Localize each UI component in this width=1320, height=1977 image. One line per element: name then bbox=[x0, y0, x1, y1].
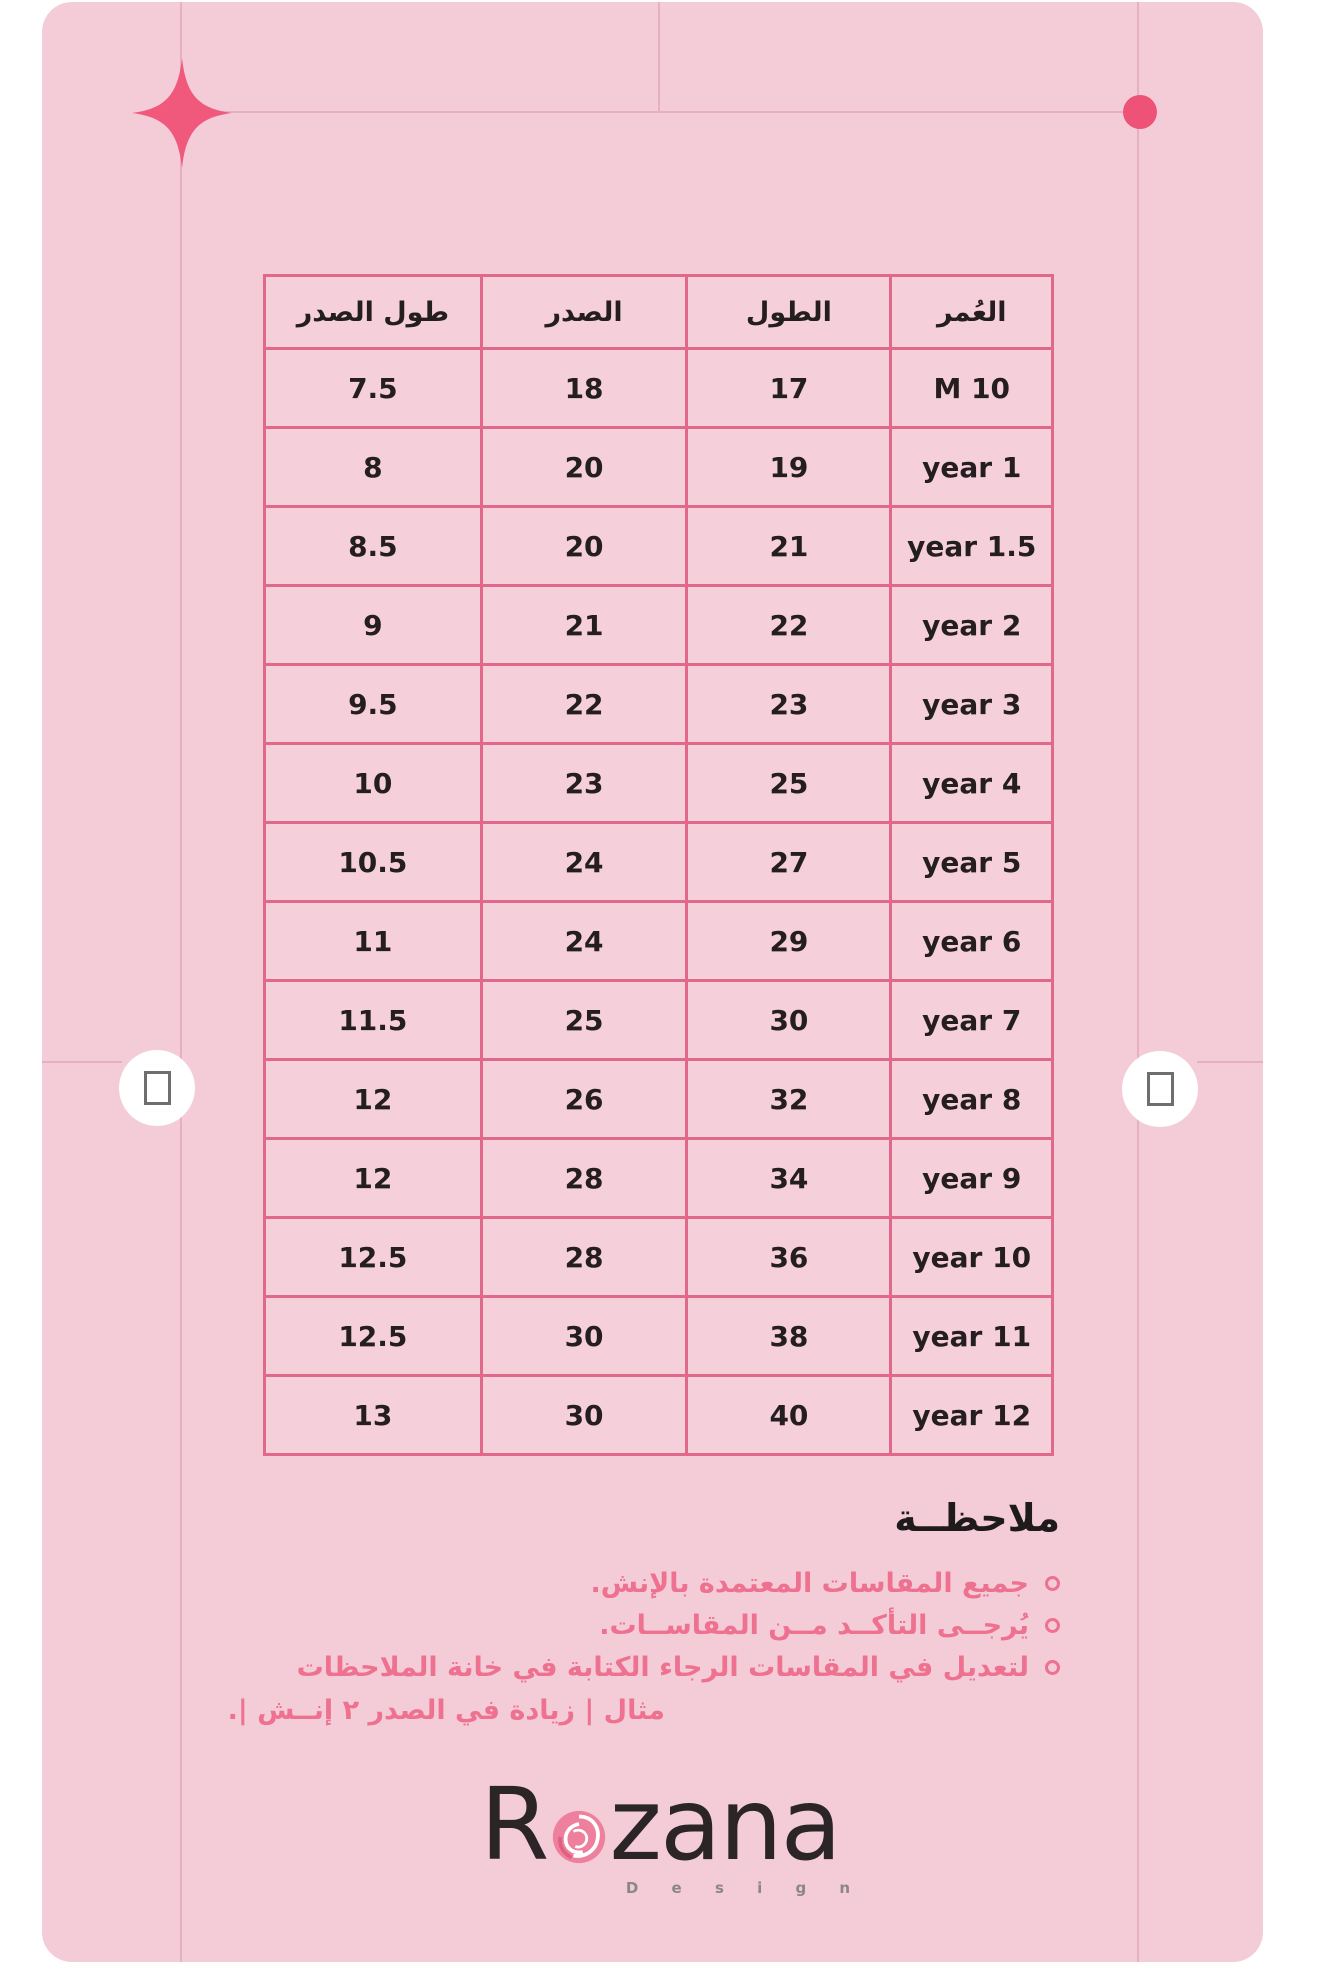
sparkle-icon bbox=[132, 58, 232, 168]
cell-age: 3 year bbox=[891, 665, 1053, 744]
table-row bbox=[265, 428, 1053, 507]
cell-chest: 25 bbox=[481, 981, 687, 1060]
cell-chest: 30 bbox=[481, 1376, 687, 1455]
cell-age: 10 year bbox=[891, 1218, 1053, 1297]
cell-chest_length: 12.5 bbox=[265, 1218, 482, 1297]
cell-age: 9 year bbox=[891, 1139, 1053, 1218]
cell-length: 40 bbox=[687, 1376, 891, 1455]
table-row bbox=[265, 744, 1053, 823]
size-table bbox=[263, 274, 1054, 1456]
cell-chest: 26 bbox=[481, 1060, 687, 1139]
cell-chest_length: 12.5 bbox=[265, 1297, 482, 1376]
cell-chest_length: 7.5 bbox=[265, 349, 482, 428]
cell-chest: 21 bbox=[481, 586, 687, 665]
cell-chest_length: 12 bbox=[265, 1139, 482, 1218]
cell-length: 17 bbox=[687, 349, 891, 428]
mid-right-line bbox=[1197, 1061, 1263, 1063]
cell-chest: 18 bbox=[481, 349, 687, 428]
cell-age: 12 year bbox=[891, 1376, 1053, 1455]
left-frame-line bbox=[180, 2, 182, 1962]
cell-length: 27 bbox=[687, 823, 891, 902]
cell-length: 36 bbox=[687, 1218, 891, 1297]
table-header-row bbox=[265, 276, 1053, 349]
cell-chest_length: 12 bbox=[265, 1060, 482, 1139]
cell-length: 38 bbox=[687, 1297, 891, 1376]
cell-age: 7 year bbox=[891, 981, 1053, 1060]
cell-chest: 24 bbox=[481, 902, 687, 981]
mid-left-line bbox=[42, 1061, 122, 1063]
note-text: لتعديل في المقاسات الرجاء الكتابة في خانة الملاحظات bbox=[296, 1651, 1029, 1683]
cell-age: 5 year bbox=[891, 823, 1053, 902]
cell-age: 10 M bbox=[891, 349, 1053, 428]
cell-chest_length: 8 bbox=[265, 428, 482, 507]
cell-chest_length: 11.5 bbox=[265, 981, 482, 1060]
table-row bbox=[265, 349, 1053, 428]
cell-length: 32 bbox=[687, 1060, 891, 1139]
cell-age: 1 year bbox=[891, 428, 1053, 507]
cell-age: 6 year bbox=[891, 902, 1053, 981]
cell-chest_length: 8.5 bbox=[265, 507, 482, 586]
corner-dot-icon bbox=[1123, 95, 1157, 129]
square-glyph-icon bbox=[1147, 1072, 1174, 1106]
cell-length: 25 bbox=[687, 744, 891, 823]
logo-wordmark bbox=[400, 1766, 920, 1883]
cell-chest: 23 bbox=[481, 744, 687, 823]
square-glyph-icon bbox=[144, 1071, 171, 1105]
cell-age: 1.5 year bbox=[891, 507, 1053, 586]
cell-length: 29 bbox=[687, 902, 891, 981]
cell-chest: 22 bbox=[481, 665, 687, 744]
cell-chest: 24 bbox=[481, 823, 687, 902]
header-chest-length: طول الصدر bbox=[265, 276, 482, 349]
cell-length: 30 bbox=[687, 981, 891, 1060]
cell-length: 34 bbox=[687, 1139, 891, 1218]
cell-chest: 28 bbox=[481, 1139, 687, 1218]
cell-chest_length: 9.5 bbox=[265, 665, 482, 744]
table-row bbox=[265, 507, 1053, 586]
notes-list bbox=[260, 1562, 1060, 1688]
note-example-line: مثال | زيادة في الصدر ٢ إنــش |. bbox=[227, 1694, 665, 1726]
brand-logo bbox=[400, 1766, 920, 1897]
table-row bbox=[265, 1376, 1053, 1455]
table-row bbox=[265, 823, 1053, 902]
cell-age: 4 year bbox=[891, 744, 1053, 823]
cell-chest_length: 9 bbox=[265, 586, 482, 665]
cell-chest: 30 bbox=[481, 1297, 687, 1376]
table-row bbox=[265, 1218, 1053, 1297]
cell-length: 21 bbox=[687, 507, 891, 586]
table-row bbox=[265, 1060, 1053, 1139]
cell-chest_length: 10 bbox=[265, 744, 482, 823]
rose-icon bbox=[551, 1809, 607, 1865]
cell-chest_length: 13 bbox=[265, 1376, 482, 1455]
note-item bbox=[260, 1646, 1060, 1688]
header-chest: الصدر bbox=[481, 276, 687, 349]
table-row bbox=[265, 981, 1053, 1060]
cell-chest: 28 bbox=[481, 1218, 687, 1297]
cell-chest: 20 bbox=[481, 428, 687, 507]
cell-age: 8 year bbox=[891, 1060, 1053, 1139]
logo-letter-r: R bbox=[480, 1766, 548, 1883]
cell-chest: 20 bbox=[481, 507, 687, 586]
cell-chest_length: 10.5 bbox=[265, 823, 482, 902]
side-marker-right bbox=[1122, 1051, 1198, 1127]
table-row bbox=[265, 586, 1053, 665]
table-row bbox=[265, 665, 1053, 744]
side-marker-left bbox=[119, 1050, 195, 1126]
cell-age: 11 year bbox=[891, 1297, 1053, 1376]
header-length: الطول bbox=[687, 276, 891, 349]
note-item bbox=[260, 1604, 1060, 1646]
size-table-body bbox=[265, 349, 1053, 1455]
right-frame-line bbox=[1137, 2, 1139, 1962]
table-row bbox=[265, 902, 1053, 981]
logo-subtitle: D e s i g n bbox=[625, 1879, 865, 1897]
logo-letters-zana: zana bbox=[609, 1766, 840, 1883]
header-age: العُمر bbox=[891, 276, 1053, 349]
notes-section bbox=[227, 1496, 1060, 1731]
bullet-ring-icon bbox=[1045, 1576, 1060, 1591]
table-row bbox=[265, 1139, 1053, 1218]
bullet-ring-icon bbox=[1045, 1618, 1060, 1633]
cell-length: 19 bbox=[687, 428, 891, 507]
cell-length: 22 bbox=[687, 586, 891, 665]
notes-title: ملاحظــة bbox=[894, 1496, 1060, 1540]
bullet-ring-icon bbox=[1045, 1660, 1060, 1675]
top-horizontal-line bbox=[182, 111, 1138, 113]
note-text: جميع المقاسات المعتمدة بالإنش. bbox=[590, 1567, 1029, 1599]
cell-age: 2 year bbox=[891, 586, 1053, 665]
cell-length: 23 bbox=[687, 665, 891, 744]
note-text: يُرجــى التأكــد مــن المقاســات. bbox=[599, 1609, 1029, 1641]
cell-chest_length: 11 bbox=[265, 902, 482, 981]
note-item bbox=[260, 1562, 1060, 1604]
top-center-line bbox=[658, 2, 660, 112]
table-row bbox=[265, 1297, 1053, 1376]
